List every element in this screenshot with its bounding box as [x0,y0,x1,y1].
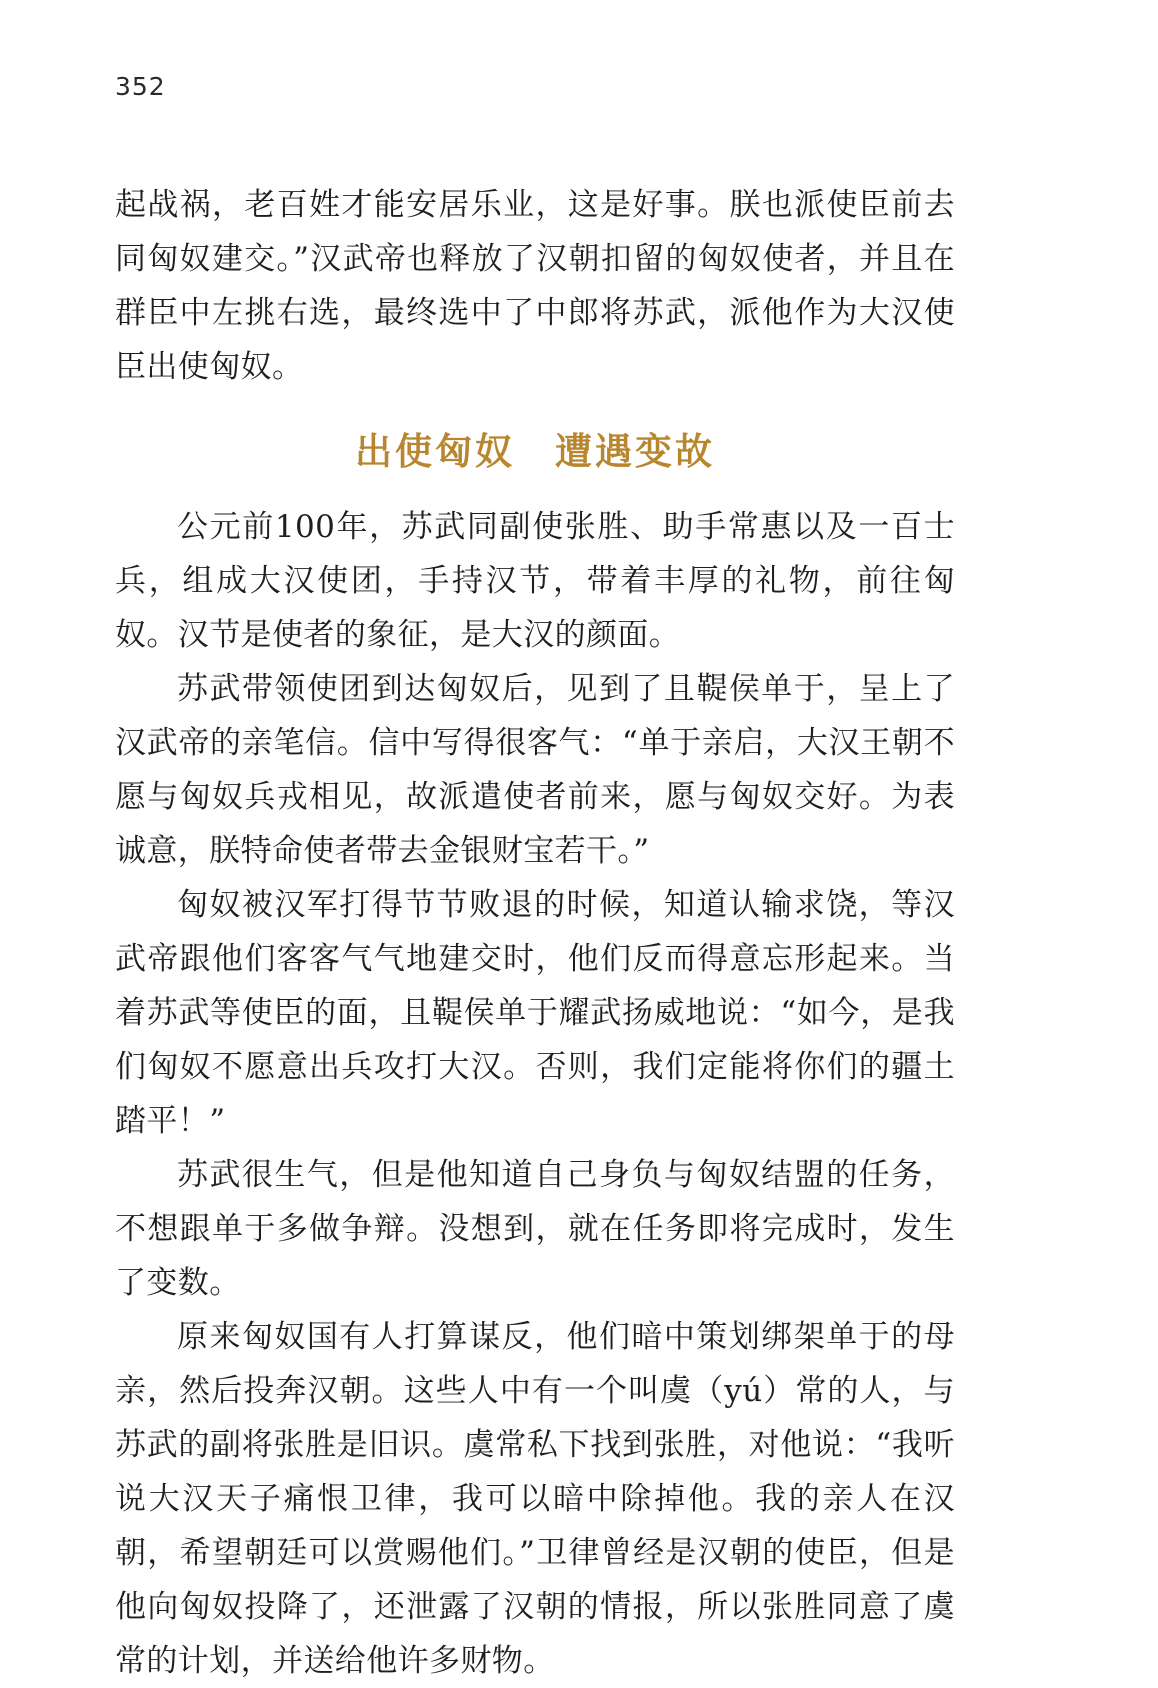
paragraph-1: 公元前100年，苏武同副使张胜、助手常惠以及一百士兵，组成大汉使团，手持汉节，带着丰厚的礼物，前往匈奴。汉节是使者的象征，是大汉的颜面。 [115,509,955,653]
paragraph-5: 原来匈奴国有人打算谋反，他们暗中策划绑架单于的母亲，然后投奔汉朝。这些人中有一个叫虞（yú）常的人，与苏武的副将张胜是旧识。虞常私下找到张胜，对他说：“我听说大汉天子痛恨卫律，我可以暗中除掉他。我的亲人在汉朝，希望朝廷可以赏赐他们。”卫律曾经是汉朝的使臣，但是他向匈奴投降了，还泄露了汉朝的情报，所以张胜同意了虞常的计划，并送给他许多财物。 [115,1319,955,1679]
paragraph-3: 匈奴被汉军打得节节败退的时候，知道认输求饶，等汉武帝跟他们客客气气地建交时，他们反而得意忘形起来。当着苏武等使臣的面，且鞮侯单于耀武扬威地说：“如今，是我们匈奴不愿意出兵攻打大汉。否则，我们定能将你们的疆土踏平！” [115,887,955,1139]
intro-paragraph: 起战祸，老百姓才能安居乐业，这是好事。朕也派使臣前去同匈奴建交。”汉武帝也释放了汉朝扣留的匈奴使者，并且在群臣中左挑右选，最终选中了中郎将苏武，派他作为大汉使臣出使匈奴。 [115,187,955,385]
paragraph-2: 苏武带领使团到达匈奴后，见到了且鞮侯单于，呈上了汉武帝的亲笔信。信中写得很客气：“单于亲启，大汉王朝不愿与匈奴兵戎相见，故派遣使者前来，愿与匈奴交好。为表诚意，朕特命使者带去金银财宝若干。” [115,671,955,869]
paragraph-4: 苏武很生气，但是他知道自己身负与匈奴结盟的任务，不想跟单于多做争辩。没想到，就在任务即将完成时，发生了变数。 [115,1157,955,1301]
page-number: 352 [115,72,166,101]
page-content [115,178,955,1688]
section-heading [115,424,955,478]
section-heading-part1: 出使匈奴 [355,429,515,473]
section-heading-part2: 遭遇变故 [555,429,715,473]
